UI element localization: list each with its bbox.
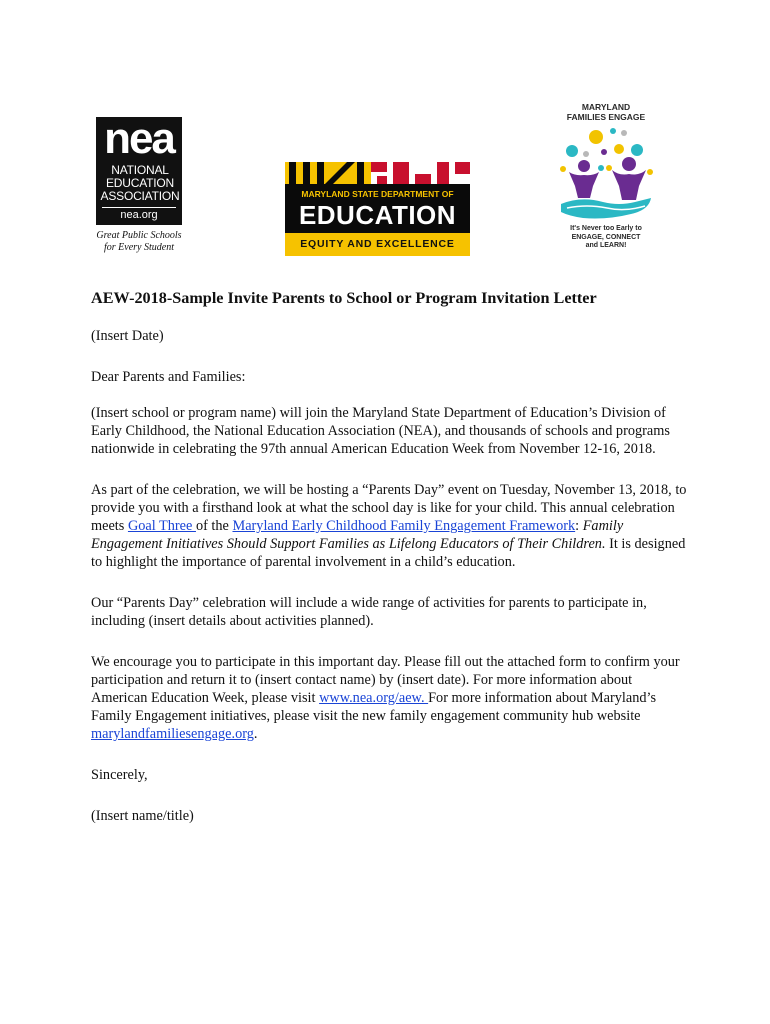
msde-equity-text: EQUITY AND EXCELLENCE xyxy=(300,238,455,250)
maryland-flag-pattern xyxy=(285,162,470,184)
paragraph-text: : xyxy=(575,518,583,534)
framework-link[interactable]: Maryland Early Childhood Family Engagement Framework xyxy=(232,518,576,534)
nea-logo-mark: nea xyxy=(104,114,174,163)
mfe-dot xyxy=(631,144,643,156)
flag-red-block xyxy=(371,162,387,172)
paragraph-intro: (Insert school or program name) will join the Maryland State Department of Education’s Division of Early Childhood, the National Education Association (NEA), and thousands of schools and programs nationwide in celebrating the 97th annual American Education Week from November 12-16, 2018. xyxy=(91,405,670,457)
mfe-figure-body xyxy=(612,170,646,200)
nea-tagline xyxy=(96,230,182,254)
nea-logo-url: nea.org xyxy=(120,209,158,221)
msde-education-text: EDUCATION xyxy=(298,200,457,230)
mfe-tagline xyxy=(551,225,661,251)
flag-red-block xyxy=(437,162,449,184)
mfe-figure-head xyxy=(578,160,590,172)
msde-logo xyxy=(285,162,470,256)
mfe-logo xyxy=(551,102,661,262)
mfe-title-line: FAMILIES ENGAGE xyxy=(566,112,646,122)
mfe-tagline-line: and LEARN! xyxy=(585,242,627,249)
flag-red-block xyxy=(377,176,387,184)
closing: Sincerely, xyxy=(91,767,148,783)
letter-body xyxy=(91,288,691,843)
mfe-dot xyxy=(583,151,589,157)
families-engage-link[interactable]: marylandfamiliesengage.org xyxy=(91,726,254,742)
msde-banner xyxy=(285,184,470,233)
flag-black-bar xyxy=(357,162,364,184)
nea-logo xyxy=(96,114,182,254)
letter-title: AEW-2018-Sample Invite Parents to School or Program Invitation Letter xyxy=(91,289,597,307)
mfe-dot xyxy=(601,149,607,155)
mfe-title xyxy=(551,102,661,122)
flag-black-bar xyxy=(289,162,296,184)
mfe-dot xyxy=(606,165,612,171)
paragraph-participation xyxy=(91,653,691,743)
flag-black-bar xyxy=(317,162,324,184)
nea-tagline-line: for Every Student xyxy=(104,242,174,253)
nea-logo-name-line: EDUCATION xyxy=(106,176,174,190)
salutation: Dear Parents and Families: xyxy=(91,369,246,385)
flag-red-block xyxy=(455,162,470,174)
nea-logo-box xyxy=(96,114,182,225)
paragraph-text: . xyxy=(253,726,258,742)
mfe-figure-head xyxy=(622,157,636,171)
paragraph-text: As part of the celebration, we will be hosting a “Parents Day” event on Tuesday, November 13, 2018, to provide you with a firsthand look at what the school day is like for your child. This annual celebration meets xyxy=(91,482,687,534)
mfe-dot xyxy=(598,165,604,171)
paragraph-text: It is designed to highlight the importance of parental involvement in a child’s education. xyxy=(91,536,686,570)
date-placeholder: (Insert Date) xyxy=(91,328,164,344)
mfe-tagline-line: It's Never too Early to xyxy=(570,225,642,232)
mfe-dot xyxy=(621,130,627,136)
goal-three-link[interactable]: Goal Three xyxy=(127,518,196,534)
nea-aew-link[interactable]: www.nea.org/aew. xyxy=(319,690,429,706)
mfe-title-line: MARYLAND xyxy=(581,102,631,112)
mfe-figure-body xyxy=(569,172,599,198)
paragraph-text: of the xyxy=(195,518,233,534)
mfe-dot xyxy=(589,130,603,144)
goal-statement: Family Engagement Initiatives Should Support Families as Lifelong Educators of Their Children. xyxy=(91,518,624,552)
nea-logo-divider xyxy=(102,207,176,208)
paragraph-activities: Our “Parents Day” celebration will include a wide range of activities for parents to participate in, including (insert details about activities planned). xyxy=(91,595,647,629)
mfe-dot xyxy=(560,166,566,172)
mfe-dot xyxy=(566,145,578,157)
flag-red-block xyxy=(393,162,409,184)
nea-logo-name-line: NATIONAL xyxy=(111,163,169,177)
paragraph-parents-day xyxy=(91,481,691,571)
nea-logo-name xyxy=(100,164,180,203)
flag-black-bar xyxy=(303,162,310,184)
nea-logo-name-line: ASSOCIATION xyxy=(100,189,180,203)
paragraph-text: We encourage you to participate in this important day. Please fill out the attached form to confirm your participation and return it to (insert contact name) by (insert date). For more information about American Education Week, please visit xyxy=(91,654,680,706)
nea-tagline-line: Great Public Schools xyxy=(96,230,182,241)
msde-department-text: MARYLAND STATE DEPARTMENT OF xyxy=(301,189,454,199)
signature-placeholder: (Insert name/title) xyxy=(91,808,194,824)
paragraph-text: For more information about Maryland’s Family Engagement initiatives, please visit the new family engagement community hub website xyxy=(91,690,657,724)
families-hand-icon xyxy=(557,126,655,224)
mfe-tagline-line: ENGAGE, CONNECT xyxy=(571,233,641,241)
mfe-dot xyxy=(614,144,624,154)
flag-red-block xyxy=(415,174,431,184)
mfe-dot xyxy=(610,128,616,134)
mfe-dot xyxy=(647,169,653,175)
